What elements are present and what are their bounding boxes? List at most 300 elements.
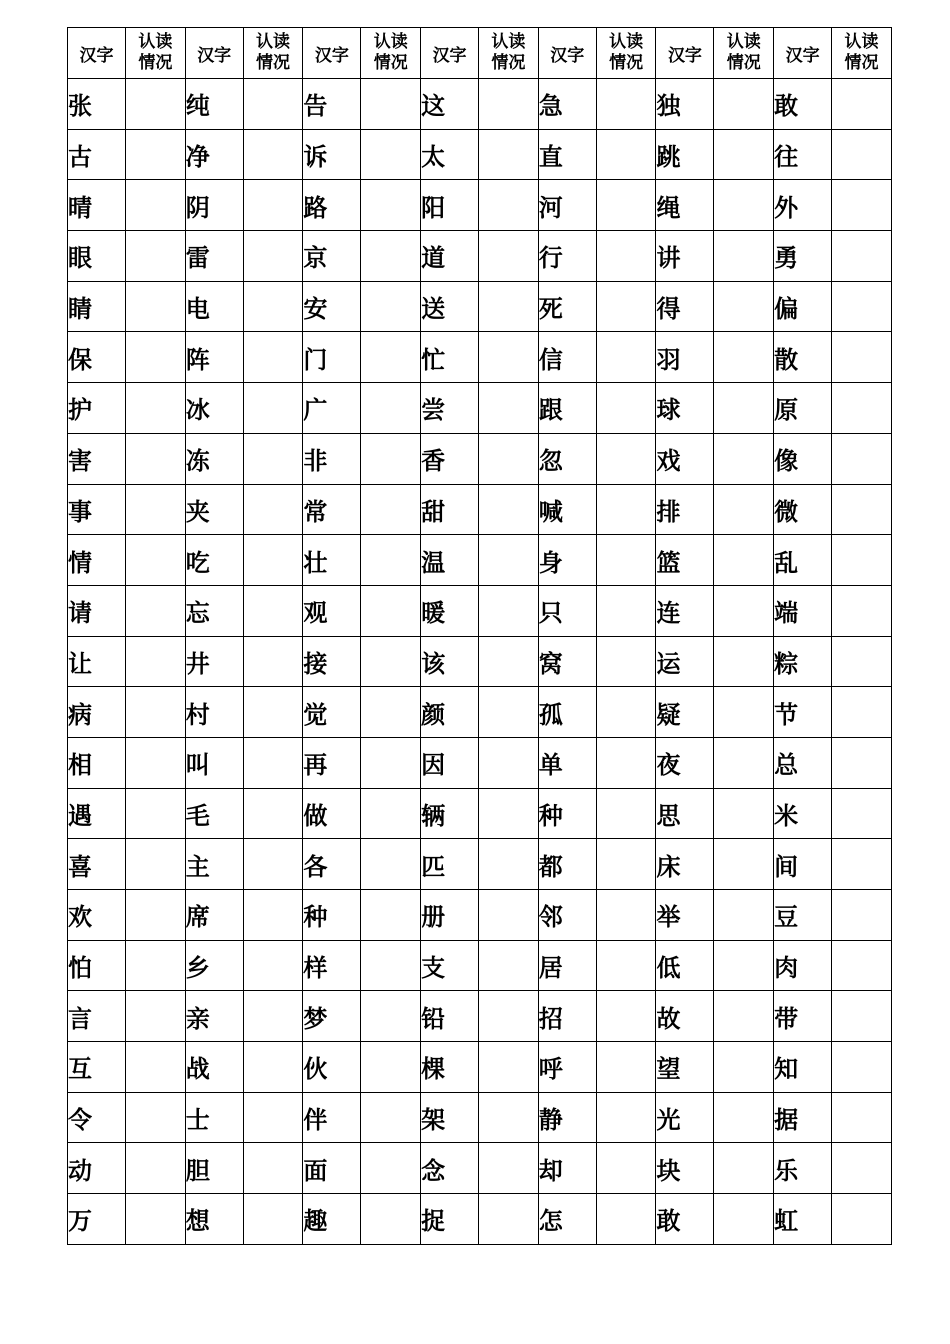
reading-status-cell[interactable]: [832, 1194, 892, 1245]
character-cell: 招: [538, 991, 596, 1042]
character-cell: 敢: [774, 79, 832, 130]
reading-status-cell[interactable]: [243, 1042, 303, 1093]
reading-status-cell[interactable]: [714, 332, 774, 383]
reading-status-cell[interactable]: [832, 737, 892, 788]
character-cell: 纯: [185, 79, 243, 130]
character-cell: 非: [303, 433, 361, 484]
character-cell: 夹: [185, 484, 243, 535]
character-cell: 架: [421, 1092, 479, 1143]
reading-status-cell[interactable]: [243, 1092, 303, 1143]
reading-status-cell[interactable]: [596, 1143, 656, 1194]
reading-status-cell[interactable]: [243, 940, 303, 991]
reading-status-cell[interactable]: [714, 129, 774, 180]
character-cell: 亲: [185, 991, 243, 1042]
reading-status-cell[interactable]: [596, 383, 656, 434]
character-cell: 戏: [656, 433, 714, 484]
character-cell: 主: [185, 839, 243, 890]
reading-status-cell[interactable]: [714, 79, 774, 130]
character-cell: 情: [68, 535, 126, 586]
character-cell: 思: [656, 788, 714, 839]
reading-status-cell[interactable]: [832, 535, 892, 586]
reading-status-cell[interactable]: [243, 1143, 303, 1194]
reading-status-cell[interactable]: [361, 991, 421, 1042]
reading-status-cell[interactable]: [126, 433, 186, 484]
character-cell: 独: [656, 79, 714, 130]
character-cell: 冰: [185, 383, 243, 434]
reading-status-cell[interactable]: [479, 129, 539, 180]
reading-status-cell[interactable]: [832, 129, 892, 180]
reading-status-cell[interactable]: [243, 433, 303, 484]
reading-status-cell[interactable]: [714, 383, 774, 434]
reading-status-cell[interactable]: [479, 737, 539, 788]
reading-status-cell[interactable]: [126, 535, 186, 586]
reading-status-cell[interactable]: [714, 940, 774, 991]
character-cell: 块: [656, 1143, 714, 1194]
table-row: [68, 687, 892, 738]
character-cell: 太: [421, 129, 479, 180]
reading-status-cell[interactable]: [714, 1092, 774, 1143]
reading-status-cell[interactable]: [479, 484, 539, 535]
reading-status-cell[interactable]: [596, 231, 656, 282]
reading-status-cell[interactable]: [126, 991, 186, 1042]
reading-status-cell[interactable]: [479, 1194, 539, 1245]
reading-status-cell[interactable]: [596, 636, 656, 687]
header-char-label: 汉字: [421, 28, 479, 79]
character-cell: 万: [68, 1194, 126, 1245]
reading-status-cell[interactable]: [126, 687, 186, 738]
reading-status-cell[interactable]: [126, 484, 186, 535]
character-cell: 喜: [68, 839, 126, 890]
reading-status-cell[interactable]: [361, 332, 421, 383]
reading-status-cell[interactable]: [714, 1194, 774, 1245]
reading-status-cell[interactable]: [832, 332, 892, 383]
character-cell: 肉: [774, 940, 832, 991]
reading-status-cell[interactable]: [126, 737, 186, 788]
character-cell: 棵: [421, 1042, 479, 1093]
reading-status-cell[interactable]: [596, 484, 656, 535]
reading-status-cell[interactable]: [479, 839, 539, 890]
reading-status-cell[interactable]: [832, 585, 892, 636]
character-cell: 样: [303, 940, 361, 991]
character-cell: 该: [421, 636, 479, 687]
reading-status-cell[interactable]: [361, 180, 421, 231]
reading-status-cell[interactable]: [832, 991, 892, 1042]
character-cell: 篮: [656, 535, 714, 586]
reading-status-cell[interactable]: [596, 535, 656, 586]
character-cell: 敢: [656, 1194, 714, 1245]
header-char-label: 汉字: [774, 28, 832, 79]
character-cell: 排: [656, 484, 714, 535]
header-status-label: [479, 28, 539, 79]
reading-status-cell[interactable]: [479, 687, 539, 738]
reading-status-cell[interactable]: [832, 687, 892, 738]
table-row: [68, 332, 892, 383]
character-cell: 念: [421, 1143, 479, 1194]
character-cell: 遇: [68, 788, 126, 839]
reading-status-cell[interactable]: [126, 383, 186, 434]
reading-status-cell[interactable]: [361, 585, 421, 636]
reading-status-cell[interactable]: [126, 1042, 186, 1093]
reading-status-cell[interactable]: [596, 687, 656, 738]
reading-status-cell[interactable]: [479, 991, 539, 1042]
reading-status-cell[interactable]: [126, 940, 186, 991]
character-cell: 这: [421, 79, 479, 130]
reading-status-cell[interactable]: [243, 636, 303, 687]
header-status-label: [126, 28, 186, 79]
header-status-line2: 情况: [609, 53, 644, 73]
reading-status-cell[interactable]: [361, 79, 421, 130]
character-cell: 言: [68, 991, 126, 1042]
reading-status-cell[interactable]: [126, 79, 186, 130]
reading-status-cell[interactable]: [243, 231, 303, 282]
reading-status-cell[interactable]: [832, 636, 892, 687]
reading-status-cell[interactable]: [243, 129, 303, 180]
table-row: [68, 129, 892, 180]
character-cell: 病: [68, 687, 126, 738]
character-cell: 互: [68, 1042, 126, 1093]
header-char-label: 汉字: [538, 28, 596, 79]
reading-status-cell[interactable]: [243, 383, 303, 434]
reading-status-cell[interactable]: [479, 1143, 539, 1194]
reading-status-cell[interactable]: [479, 332, 539, 383]
reading-status-cell[interactable]: [714, 737, 774, 788]
character-cell: 净: [185, 129, 243, 180]
header-status-line2: 情况: [373, 53, 408, 73]
character-cell: 晴: [68, 180, 126, 231]
header-status-line1: 认读: [491, 32, 526, 52]
table-row: [68, 839, 892, 890]
character-cell: 偏: [774, 281, 832, 332]
character-cell: 让: [68, 636, 126, 687]
character-cell: 夜: [656, 737, 714, 788]
reading-status-cell[interactable]: [126, 636, 186, 687]
reading-status-cell[interactable]: [832, 890, 892, 941]
character-cell: 光: [656, 1092, 714, 1143]
character-cell: 观: [303, 585, 361, 636]
table-row: [68, 1194, 892, 1245]
character-cell: 忙: [421, 332, 479, 383]
header-status-line2: 情况: [844, 53, 879, 73]
character-cell: 尝: [421, 383, 479, 434]
table-row: [68, 433, 892, 484]
reading-status-cell[interactable]: [243, 839, 303, 890]
character-cell: 想: [185, 1194, 243, 1245]
reading-status-cell[interactable]: [714, 788, 774, 839]
table-row: [68, 737, 892, 788]
character-cell: 道: [421, 231, 479, 282]
table-row: [68, 180, 892, 231]
reading-status-cell[interactable]: [361, 281, 421, 332]
reading-status-cell[interactable]: [479, 585, 539, 636]
character-cell: 死: [538, 281, 596, 332]
header-status-line1: 认读: [609, 32, 644, 52]
reading-status-cell[interactable]: [596, 940, 656, 991]
reading-status-cell[interactable]: [596, 180, 656, 231]
character-cell: 电: [185, 281, 243, 332]
reading-status-cell[interactable]: [596, 737, 656, 788]
character-table: [67, 27, 892, 1245]
character-cell: 怎: [538, 1194, 596, 1245]
header-status-line1: 认读: [844, 32, 879, 52]
reading-status-cell[interactable]: [832, 940, 892, 991]
reading-status-cell[interactable]: [714, 991, 774, 1042]
reading-status-cell[interactable]: [361, 433, 421, 484]
character-cell: 古: [68, 129, 126, 180]
reading-status-cell[interactable]: [479, 788, 539, 839]
reading-status-cell[interactable]: [361, 129, 421, 180]
reading-status-cell[interactable]: [243, 535, 303, 586]
character-cell: 绳: [656, 180, 714, 231]
reading-status-cell[interactable]: [361, 788, 421, 839]
reading-status-cell[interactable]: [714, 281, 774, 332]
reading-status-cell[interactable]: [714, 1042, 774, 1093]
character-cell: 米: [774, 788, 832, 839]
reading-status-cell[interactable]: [596, 839, 656, 890]
character-cell: 外: [774, 180, 832, 231]
character-cell: 面: [303, 1143, 361, 1194]
character-cell: 急: [538, 79, 596, 130]
character-cell: 再: [303, 737, 361, 788]
reading-status-cell[interactable]: [243, 79, 303, 130]
character-cell: 据: [774, 1092, 832, 1143]
reading-status-cell[interactable]: [361, 484, 421, 535]
reading-status-cell[interactable]: [479, 940, 539, 991]
reading-status-cell[interactable]: [361, 1042, 421, 1093]
character-cell: 诉: [303, 129, 361, 180]
character-cell: 勇: [774, 231, 832, 282]
reading-status-cell[interactable]: [479, 433, 539, 484]
character-cell: 故: [656, 991, 714, 1042]
reading-status-cell[interactable]: [596, 332, 656, 383]
reading-status-cell[interactable]: [361, 687, 421, 738]
reading-status-cell[interactable]: [126, 231, 186, 282]
reading-status-cell[interactable]: [243, 332, 303, 383]
reading-status-cell[interactable]: [243, 1194, 303, 1245]
reading-status-cell[interactable]: [714, 636, 774, 687]
reading-status-cell[interactable]: [243, 890, 303, 941]
reading-status-cell[interactable]: [714, 890, 774, 941]
reading-status-cell[interactable]: [361, 839, 421, 890]
header-status-line1: 认读: [373, 32, 408, 52]
reading-status-cell[interactable]: [479, 1042, 539, 1093]
reading-status-cell[interactable]: [361, 535, 421, 586]
header-status-line1: 认读: [138, 32, 173, 52]
reading-status-cell[interactable]: [596, 433, 656, 484]
reading-status-cell[interactable]: [243, 788, 303, 839]
reading-status-cell[interactable]: [832, 1092, 892, 1143]
character-cell: 带: [774, 991, 832, 1042]
character-cell: 得: [656, 281, 714, 332]
character-cell: 疑: [656, 687, 714, 738]
character-cell: 册: [421, 890, 479, 941]
reading-status-cell[interactable]: [596, 79, 656, 130]
reading-status-cell[interactable]: [126, 281, 186, 332]
reading-status-cell[interactable]: [126, 890, 186, 941]
reading-status-cell[interactable]: [243, 991, 303, 1042]
character-cell: 京: [303, 231, 361, 282]
character-cell: 支: [421, 940, 479, 991]
reading-status-cell[interactable]: [126, 1092, 186, 1143]
character-cell: 温: [421, 535, 479, 586]
reading-status-cell[interactable]: [126, 788, 186, 839]
reading-status-cell[interactable]: [361, 1194, 421, 1245]
character-cell: 各: [303, 839, 361, 890]
reading-status-cell[interactable]: [479, 890, 539, 941]
character-cell: 毛: [185, 788, 243, 839]
table-row: [68, 484, 892, 535]
reading-status-cell[interactable]: [126, 1194, 186, 1245]
character-cell: 跟: [538, 383, 596, 434]
reading-status-cell[interactable]: [361, 890, 421, 941]
reading-status-cell[interactable]: [126, 129, 186, 180]
character-cell: 匹: [421, 839, 479, 890]
reading-status-cell[interactable]: [126, 332, 186, 383]
reading-status-cell[interactable]: [596, 991, 656, 1042]
reading-status-cell[interactable]: [714, 839, 774, 890]
reading-status-cell[interactable]: [479, 231, 539, 282]
character-cell: 战: [185, 1042, 243, 1093]
character-cell: 村: [185, 687, 243, 738]
character-cell: 广: [303, 383, 361, 434]
reading-status-cell[interactable]: [832, 79, 892, 130]
reading-status-cell[interactable]: [714, 1143, 774, 1194]
character-cell: 动: [68, 1143, 126, 1194]
reading-status-cell[interactable]: [479, 281, 539, 332]
reading-status-cell[interactable]: [596, 1092, 656, 1143]
reading-status-cell[interactable]: [832, 839, 892, 890]
character-cell: 球: [656, 383, 714, 434]
reading-status-cell[interactable]: [832, 788, 892, 839]
character-cell: 颜: [421, 687, 479, 738]
character-cell: 节: [774, 687, 832, 738]
reading-status-cell[interactable]: [479, 383, 539, 434]
character-cell: 伴: [303, 1092, 361, 1143]
reading-status-cell[interactable]: [832, 1143, 892, 1194]
character-cell: 种: [538, 788, 596, 839]
reading-status-cell[interactable]: [596, 890, 656, 941]
reading-status-cell[interactable]: [126, 585, 186, 636]
character-cell: 怕: [68, 940, 126, 991]
reading-status-cell[interactable]: [243, 484, 303, 535]
reading-status-cell[interactable]: [243, 687, 303, 738]
reading-status-cell[interactable]: [361, 1092, 421, 1143]
reading-status-cell[interactable]: [126, 839, 186, 890]
reading-status-cell[interactable]: [361, 940, 421, 991]
character-cell: 床: [656, 839, 714, 890]
character-cell: 壮: [303, 535, 361, 586]
reading-status-cell[interactable]: [714, 484, 774, 535]
header-char-label: 汉字: [303, 28, 361, 79]
reading-status-cell[interactable]: [832, 383, 892, 434]
character-cell: 直: [538, 129, 596, 180]
reading-status-cell[interactable]: [243, 585, 303, 636]
character-cell: 做: [303, 788, 361, 839]
header-char-label: 汉字: [185, 28, 243, 79]
character-cell: 雷: [185, 231, 243, 282]
reading-status-cell[interactable]: [714, 180, 774, 231]
reading-status-cell[interactable]: [361, 737, 421, 788]
header-status-line2: 情况: [138, 53, 173, 73]
character-cell: 乡: [185, 940, 243, 991]
character-cell: 接: [303, 636, 361, 687]
reading-status-cell[interactable]: [479, 79, 539, 130]
table-row: [68, 991, 892, 1042]
reading-status-cell[interactable]: [243, 180, 303, 231]
reading-status-cell[interactable]: [596, 585, 656, 636]
character-cell: 捉: [421, 1194, 479, 1245]
reading-status-cell[interactable]: [832, 1042, 892, 1093]
reading-status-cell[interactable]: [243, 281, 303, 332]
reading-status-cell[interactable]: [361, 231, 421, 282]
character-cell: 香: [421, 433, 479, 484]
character-cell: 令: [68, 1092, 126, 1143]
reading-status-cell[interactable]: [479, 180, 539, 231]
character-cell: 梦: [303, 991, 361, 1042]
reading-status-cell[interactable]: [126, 1143, 186, 1194]
table-row: [68, 1143, 892, 1194]
header-char-label: 汉字: [656, 28, 714, 79]
character-cell: 常: [303, 484, 361, 535]
table-row: [68, 636, 892, 687]
reading-status-cell[interactable]: [714, 535, 774, 586]
character-cell: 安: [303, 281, 361, 332]
character-cell: 间: [774, 839, 832, 890]
character-cell: 邻: [538, 890, 596, 941]
character-cell: 粽: [774, 636, 832, 687]
character-cell: 像: [774, 433, 832, 484]
reading-status-cell[interactable]: [596, 129, 656, 180]
character-cell: 窝: [538, 636, 596, 687]
character-reading-sheet: [67, 27, 891, 1245]
character-cell: 羽: [656, 332, 714, 383]
reading-status-cell[interactable]: [832, 180, 892, 231]
reading-status-cell[interactable]: [361, 1143, 421, 1194]
reading-status-cell[interactable]: [596, 1194, 656, 1245]
reading-status-cell[interactable]: [479, 535, 539, 586]
table-row: [68, 231, 892, 282]
header-status-line2: 情况: [256, 53, 291, 73]
reading-status-cell[interactable]: [479, 1092, 539, 1143]
reading-status-cell[interactable]: [714, 231, 774, 282]
reading-status-cell[interactable]: [714, 585, 774, 636]
reading-status-cell[interactable]: [832, 281, 892, 332]
reading-status-cell[interactable]: [596, 788, 656, 839]
character-cell: 阴: [185, 180, 243, 231]
character-cell: 忽: [538, 433, 596, 484]
character-cell: 总: [774, 737, 832, 788]
reading-status-cell[interactable]: [243, 737, 303, 788]
reading-status-cell[interactable]: [361, 383, 421, 434]
reading-status-cell[interactable]: [714, 433, 774, 484]
character-cell: 居: [538, 940, 596, 991]
reading-status-cell[interactable]: [832, 484, 892, 535]
reading-status-cell[interactable]: [832, 231, 892, 282]
reading-status-cell[interactable]: [714, 687, 774, 738]
character-cell: 护: [68, 383, 126, 434]
character-cell: 保: [68, 332, 126, 383]
table-row: [68, 585, 892, 636]
character-cell: 张: [68, 79, 126, 130]
reading-status-cell[interactable]: [361, 636, 421, 687]
reading-status-cell[interactable]: [596, 1042, 656, 1093]
character-cell: 信: [538, 332, 596, 383]
reading-status-cell[interactable]: [832, 433, 892, 484]
reading-status-cell[interactable]: [596, 281, 656, 332]
character-cell: 望: [656, 1042, 714, 1093]
table-header-row: [68, 28, 892, 79]
reading-status-cell[interactable]: [126, 180, 186, 231]
reading-status-cell[interactable]: [479, 636, 539, 687]
